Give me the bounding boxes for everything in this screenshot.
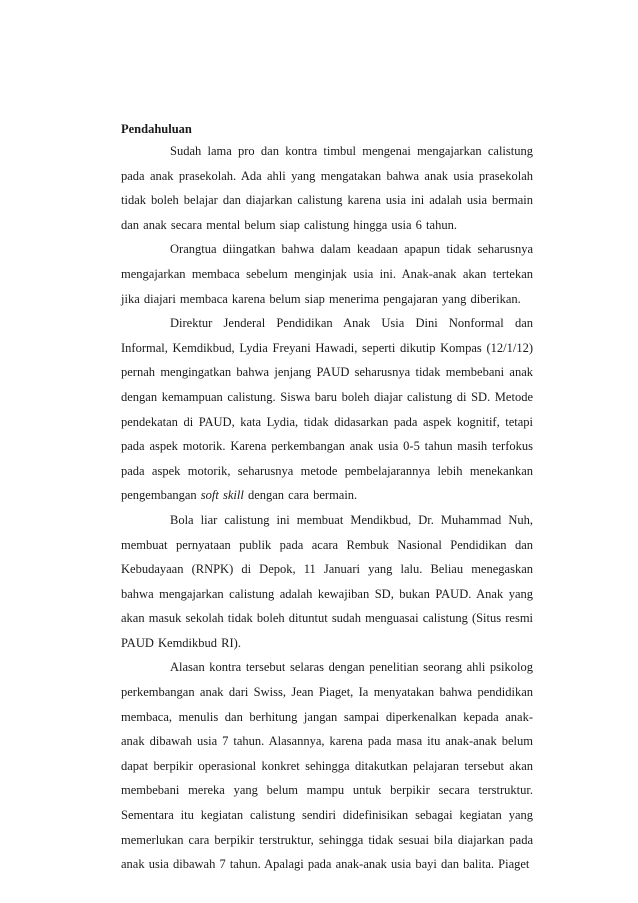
section-heading: Pendahuluan — [121, 122, 192, 136]
paragraph-3-emphasis: soft skill — [200, 488, 244, 503]
paragraph-3-text-end: dengan cara bermain. — [247, 488, 358, 503]
document-body — [121, 120, 533, 877]
paragraph-3 — [121, 311, 533, 508]
paragraph-3-text: Direktur Jenderal Pendidikan Anak Usia Dini Nonformal dan Informal, Kemdikbud, Lydia Freyani Hawadi, seperti dikutip Kompas (12/1/12) pernah mengingatkan bahwa jenjang PAUD seharusnya tidak membebani anak dengan kemampuan calistung. Siswa baru boleh diajar calistung di SD. Metode pendekatan di PAUD, kata Lydia, tidak didasarkan pada aspek kognitif, tetapi pada aspek motorik. Karena perkembangan anak usia 0-5 tahun masih terfokus pada aspek motorik, seharusnya metode pembelajarannya lebih menekankan pengembangan — [121, 316, 533, 503]
paragraph-4: Bola liar calistung ini membuat Mendikbud, Dr. Muhammad Nuh, membuat pernyataan publik pada acara Rembuk Nasional Pendidikan dan Kebudayaan (RNPK) di Depok, 11 Januari yang lalu. Beliau menegaskan bahwa mengajarkan calistung adalah kewajiban SD, bukan PAUD. Anak yang akan masuk sekolah tidak boleh dituntut sudah menguasai calistung (Situs resmi PAUD Kemdikbud RI). — [121, 512, 534, 650]
paragraph-1: Sudah lama pro dan kontra timbul mengenai mengajarkan calistung pada anak prasekolah. Ada ahli yang mengatakan bahwa anak usia prasekolah tidak boleh belajar dan diajarkan calistung karena usia ini adalah usia bermain dan anak secara mental belum siap calistung hingga usia 6 tahun. — [121, 144, 533, 232]
paragraph-5: Alasan kontra tersebut selaras dengan penelitian seorang ahli psikolog perkembangan anak dari Swiss, Jean Piaget, Ia menyatakan bahwa pendidikan membaca, menulis dan berhitung jangan sampai diperkenalkan kepada anak-anak dibawah usia 7 tahun. Alasannya, karena pada masa itu anak-anak belum dapat berpikir operasional konkret sehingga ditakutkan pelajaran tersebut akan membebani mereka yang belum mampu untuk berpikir secara terstruktur. Sementara itu kegiatan calistung sendiri didefinisikan sebagai kegiatan yang memerlukan cara berpikir terstruktur, sehingga tidak sesuai bila diajarkan pada anak usia dibawah 7 tahun. Apalagi pada anak-anak usia bayi dan balita. Piaget — [121, 660, 533, 872]
paragraph-2: Orangtua diingatkan bahwa dalam keadaan apapun tidak seharusnya mengajarkan membaca sebelum menginjak usia ini. Anak-anak akan tertekan jika diajari membaca karena belum siap menerima pengajaran yang diberikan. — [121, 242, 533, 306]
